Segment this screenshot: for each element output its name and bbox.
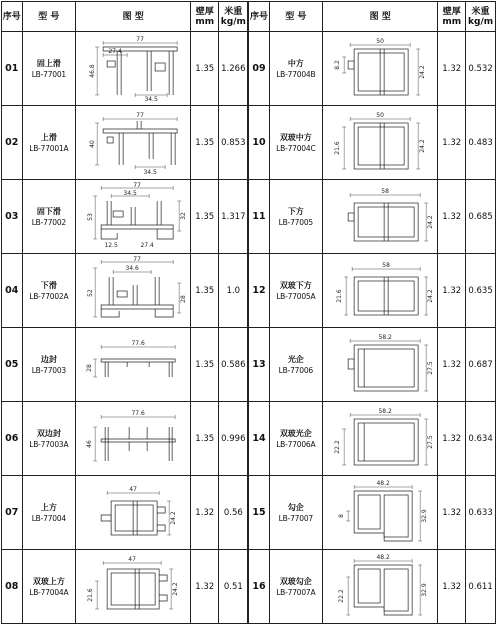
dimension-label-h: 27.5 (427, 360, 435, 375)
table-row (2, 476, 496, 550)
model-cell (269, 550, 323, 624)
dimension-label-l: 22.2 (338, 588, 346, 603)
row-number: 14 (248, 402, 269, 476)
model-code: LB-77005 (278, 217, 313, 227)
dimension-label-top: 77.6 (131, 339, 145, 347)
header-model: 型 号 (22, 2, 76, 32)
unit-weight: 1.317 (219, 180, 249, 254)
dimension-label-top: 48.2 (376, 479, 390, 487)
unit-weight: 0.56 (219, 476, 249, 550)
header-wall-label-2: 壁厚 (442, 6, 461, 17)
model-cell (269, 254, 323, 328)
profile-drawing (323, 550, 438, 624)
dimension-label-h: 24.2 (172, 581, 180, 596)
model-code: LB-77004C (276, 143, 316, 153)
header-wall (191, 2, 219, 32)
model-name: 上滑 (40, 132, 57, 142)
wall-thickness: 1.32 (438, 32, 466, 106)
model-cell (22, 476, 76, 550)
profile-drawing (323, 254, 438, 328)
model-code: LB-77003 (31, 365, 66, 375)
row-number: 10 (248, 106, 269, 180)
model-name: 勾企 (287, 502, 304, 512)
dimension-label-h: 53 (87, 212, 95, 221)
profile-drawing (76, 476, 191, 550)
profile-drawing (76, 550, 191, 624)
model-code: LB-77002A (29, 291, 69, 301)
dimension-label-top: 77 (136, 111, 145, 119)
model-name: 双玻上方 (32, 576, 65, 586)
model-name: 中方 (287, 58, 304, 68)
header-model-2: 型 号 (269, 2, 323, 32)
row-number: 16 (248, 550, 269, 624)
header-wall-2 (438, 2, 466, 32)
wall-thickness: 1.32 (438, 106, 466, 180)
profile-drawing (76, 32, 191, 106)
profile-section-svg (76, 255, 190, 327)
model-cell (269, 106, 323, 180)
model-cell (22, 180, 76, 254)
profile-section-svg (323, 329, 437, 401)
model-name: 下方 (287, 206, 304, 216)
dimension-label-d: 27.4 (140, 241, 154, 249)
row-number: 07 (2, 476, 23, 550)
wall-thickness: 1.35 (191, 402, 219, 476)
unit-weight: 0.685 (466, 180, 496, 254)
wall-thickness: 1.32 (191, 476, 219, 550)
profile-section-svg (323, 551, 437, 623)
dimension-label-l: 21.6 (336, 288, 344, 303)
dimension-label-l: 22.2 (334, 439, 342, 454)
row-number: 01 (2, 32, 23, 106)
model-code: LB-77002 (31, 217, 66, 227)
dimension-label-h: 40 (89, 139, 97, 148)
unit-weight: 1.266 (219, 32, 249, 106)
profile-section-svg (323, 477, 437, 549)
row-number: 06 (2, 402, 23, 476)
wall-thickness: 1.35 (191, 180, 219, 254)
profile-table (1, 1, 496, 624)
header-weight-unit: kg/m (220, 16, 246, 27)
unit-weight: 0.633 (466, 476, 496, 550)
row-number: 09 (248, 32, 269, 106)
profile-section-svg (76, 33, 190, 105)
profile-section-svg (76, 181, 190, 253)
model-code: LB-77007A (276, 587, 316, 597)
profile-section-svg (323, 181, 437, 253)
row-number: 08 (2, 550, 23, 624)
model-name: 下滑 (40, 280, 57, 290)
table-row (2, 254, 496, 328)
unit-weight: 0.586 (219, 328, 249, 402)
unit-weight: 0.634 (466, 402, 496, 476)
profile-drawing (323, 476, 438, 550)
profile-section-svg (76, 551, 190, 623)
dimension-label-h: 24.2 (427, 288, 435, 303)
dimension-label-a: 27.4 (108, 47, 122, 55)
dimension-label-h: 24.2 (170, 510, 178, 525)
profile-section-svg (76, 329, 190, 401)
dimension-label-top: 58.2 (378, 407, 392, 415)
dimension-label-top: 77 (136, 35, 145, 43)
table-row (2, 328, 496, 402)
dimension-label-top: 58 (382, 261, 391, 269)
table-row (2, 32, 496, 106)
wall-thickness: 1.32 (438, 180, 466, 254)
profile-section-svg (76, 107, 190, 179)
header-weight-label-2: 米重 (471, 6, 490, 17)
model-cell (269, 32, 323, 106)
dimension-label-a: 34.5 (123, 189, 137, 197)
wall-thickness: 1.32 (438, 254, 466, 328)
wall-thickness: 1.32 (438, 550, 466, 624)
profile-section-svg (323, 33, 437, 105)
profile-drawing (76, 402, 191, 476)
profile-section-svg (76, 477, 190, 549)
model-name: 上方 (40, 502, 57, 512)
dimension-label-l: 21.6 (87, 587, 95, 602)
table-row (2, 106, 496, 180)
wall-thickness: 1.32 (438, 476, 466, 550)
unit-weight: 0.611 (466, 550, 496, 624)
row-number: 02 (2, 106, 23, 180)
dimension-label-r: 32 (180, 211, 188, 220)
row-number: 13 (248, 328, 269, 402)
model-name: 边封 (40, 354, 57, 364)
dimension-label-h: 24.2 (419, 64, 427, 79)
profile-drawing (76, 328, 191, 402)
model-code: LB-77005A (276, 291, 316, 301)
unit-weight: 0.51 (219, 550, 249, 624)
dimension-label-l: 21.6 (334, 140, 342, 155)
dimension-label-h: 32.9 (421, 582, 429, 597)
profile-drawing (323, 106, 438, 180)
unit-weight: 0.635 (466, 254, 496, 328)
profile-drawing (323, 180, 438, 254)
unit-weight: 0.483 (466, 106, 496, 180)
model-cell (269, 180, 323, 254)
dimension-label-top: 58 (381, 187, 390, 195)
dimension-label-h: 24.2 (427, 214, 435, 229)
header-figure-2: 图 型 (323, 2, 438, 32)
dimension-label-b: 34.5 (143, 168, 157, 176)
dimension-label-h: 32.9 (421, 508, 429, 523)
model-code: LB-77003A (29, 439, 69, 449)
dimension-label-a: 34.6 (125, 264, 139, 272)
wall-thickness: 1.32 (438, 328, 466, 402)
row-number: 05 (2, 328, 23, 402)
row-number: 03 (2, 180, 23, 254)
wall-thickness: 1.35 (191, 254, 219, 328)
header-weight-label: 米重 (224, 6, 243, 17)
dimension-label-r: 28 (180, 294, 188, 303)
header-wall-label: 壁厚 (195, 6, 214, 17)
row-number: 11 (248, 180, 269, 254)
header-row (2, 2, 496, 32)
profile-section-svg (76, 403, 190, 475)
unit-weight: 0.996 (219, 402, 249, 476)
dimension-label-h: 46 (86, 439, 94, 448)
model-name: 双玻光企 (279, 428, 312, 438)
model-cell (22, 328, 76, 402)
table-row (2, 180, 496, 254)
model-cell (22, 402, 76, 476)
dimension-label-top: 48.2 (376, 553, 390, 561)
dimension-label-top: 50 (376, 111, 385, 119)
model-cell (22, 32, 76, 106)
dimension-label-l: 8.2 (334, 59, 342, 70)
wall-thickness: 1.35 (191, 328, 219, 402)
header-wall-unit: mm (195, 16, 215, 27)
model-code: LB-77004 (31, 513, 66, 523)
unit-weight: 1.0 (219, 254, 249, 328)
dimension-label-top: 77.6 (131, 409, 145, 417)
profile-drawing (323, 32, 438, 106)
profile-drawing (323, 328, 438, 402)
model-name: 双边封 (36, 428, 61, 438)
profile-section-svg (323, 255, 437, 327)
wall-thickness: 1.32 (191, 550, 219, 624)
model-code: LB-77006A (276, 439, 316, 449)
model-name: 双玻中方 (279, 132, 312, 142)
dimension-label-b: 34.5 (144, 95, 158, 103)
model-cell (269, 328, 323, 402)
table-row (2, 402, 496, 476)
model-cell (269, 476, 323, 550)
row-number: 12 (248, 254, 269, 328)
dimension-label-top: 50 (376, 37, 385, 45)
model-code: LB-77004B (276, 69, 316, 79)
profile-section-svg (323, 403, 437, 475)
model-code: LB-77004A (29, 587, 69, 597)
header-no-2: 序号 (248, 2, 269, 32)
dimension-label-h: 24.2 (419, 138, 427, 153)
profile-drawing (76, 180, 191, 254)
model-code: LB-77007 (278, 513, 313, 523)
profile-drawing (76, 106, 191, 180)
dimension-label-top: 77 (133, 255, 142, 263)
profile-drawing (323, 402, 438, 476)
model-cell (22, 106, 76, 180)
dimension-label-top: 77 (133, 181, 142, 189)
model-cell (22, 254, 76, 328)
wall-thickness: 1.32 (438, 402, 466, 476)
model-name: 双玻下方 (279, 280, 312, 290)
model-code: LB-77006 (278, 365, 313, 375)
dimension-label-h: 46.8 (89, 63, 97, 78)
dimension-label-top: 47 (128, 555, 137, 563)
row-number: 15 (248, 476, 269, 550)
header-weight-unit-2: kg/m (468, 16, 494, 27)
profile-section-svg (323, 107, 437, 179)
header-weight-2 (466, 2, 496, 32)
unit-weight: 0.687 (466, 328, 496, 402)
header-wall-unit-2: mm (442, 16, 462, 27)
header-weight (219, 2, 249, 32)
model-name: 光企 (287, 354, 304, 364)
wall-thickness: 1.35 (191, 32, 219, 106)
model-code: LB-77001 (31, 69, 66, 79)
header-no: 序号 (2, 2, 23, 32)
model-name: 固上滑 (36, 58, 61, 68)
profile-drawing (76, 254, 191, 328)
dimension-label-h: 52 (87, 288, 95, 297)
header-figure: 图 型 (76, 2, 191, 32)
dimension-label-top: 47 (129, 485, 138, 493)
unit-weight: 0.853 (219, 106, 249, 180)
dimension-label-top: 58.2 (378, 333, 392, 341)
model-cell (22, 550, 76, 624)
model-code: LB-77001A (29, 143, 69, 153)
dimension-label-h: 28 (86, 363, 94, 372)
unit-weight: 0.532 (466, 32, 496, 106)
wall-thickness: 1.35 (191, 106, 219, 180)
model-name: 双玻勾企 (279, 576, 312, 586)
model-cell (269, 402, 323, 476)
table-row (2, 550, 496, 624)
row-number: 04 (2, 254, 23, 328)
dimension-label-l: 8 (338, 513, 346, 518)
model-name: 固下滑 (36, 206, 61, 216)
dimension-label-h: 27.5 (427, 434, 435, 449)
dimension-label-c: 12.5 (104, 241, 118, 249)
